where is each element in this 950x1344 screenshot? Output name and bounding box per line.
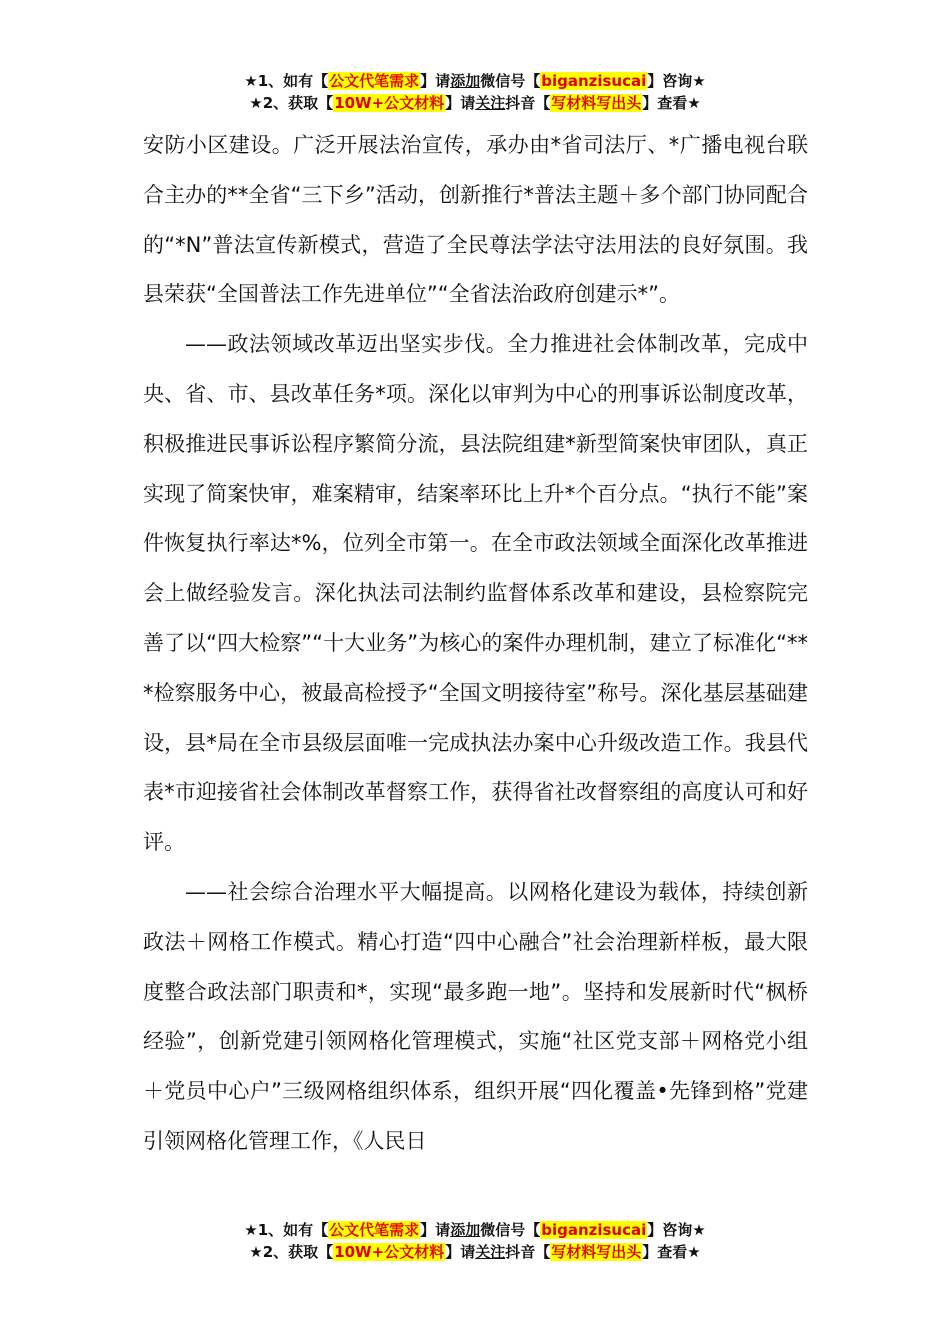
banner-underlined-text: 添加 — [450, 72, 481, 90]
banner-text: ★1、如有【 — [244, 72, 329, 90]
paragraph-2: ——政法领域改革迈出坚实步伐。全力推进社会体制改革，完成中央、省、市、县改革任务*项。深化以审判为中心的刑事诉讼制度改革，积极推进民事诉讼程序繁简分流，县法院组建*新型简案快审团队，真正实现了简案快审，难案精审，结案率环比上升*个百分点。“执行不能”案件恢复执行率达*%，位列全市第一。在全市政法领域全面深化改革推进会上做经验发言。深化执法司法制约监督体系改革和建设，县检察院完善了以“四大检察”“十大业务”为核心的案件办理机制，建立了标准化“***检察服务中心，被最高检授予“全国文明接待室”称号。深化基层基础建设，县*局在全市县级层面唯一完成执法办案中心升级改造工作。我县代表*市迎接省社会体制改革督察工作，获得省社改督察组的高度认可和好评。 — [143, 332, 808, 855]
footer-banner-line-2 — [0, 1241, 950, 1263]
paragraph-3: ——社会综合治理水平大幅提高。以网格化建设为载体，持续创新政法＋网格工作模式。精心打造“四中心融合”社会治理新样板，最大限度整合政法部门职责和*，实现“最多跑一地”。坚持和发展新时代“枫桥经验”，创新党建引领网格化管理模式，实施“社区党支部＋网格党小组＋党员中心户”三级网格组织体系，组织开展“四化覆盖•先锋到格”党建引领网格化管理工作，《人民日 — [143, 879, 808, 1153]
footer-banner-line-1 — [0, 1219, 950, 1241]
banner-text: 微信号【 — [480, 72, 541, 90]
banner-wechat-id: biganzisucai — [541, 72, 647, 90]
banner-wechat-id: biganzisucai — [541, 1221, 647, 1239]
banner-text: 】咨询★ — [647, 1221, 706, 1239]
paragraph-1: 安防小区建设。广泛开展法治宣传，承办由*省司法厅、*广播电视台联合主办的**全省“三下乡”活动，创新推行*普法主题＋多个部门协同配合的“*N”普法宣传新模式，营造了全民尊法学法守法用法的良好氛围。我县荣获“全国普法工作先进单位”“全省法治政府创建示*”。 — [143, 133, 808, 307]
banner-highlight: 公文代笔需求 — [329, 72, 420, 90]
banner-douyin-id: 写材料写出头 — [551, 94, 642, 112]
banner-highlight: 10W+公文材料 — [334, 1243, 445, 1261]
banner-underlined-text: 关注 — [475, 1243, 506, 1261]
banner-text: 】请 — [445, 94, 476, 112]
footer-banner — [0, 1219, 950, 1263]
document-body — [143, 121, 808, 1167]
banner-text: 微信号【 — [480, 1221, 541, 1239]
banner-douyin-id: 写材料写出头 — [551, 1243, 642, 1261]
banner-text: 】咨询★ — [647, 72, 706, 90]
banner-text: 抖音【 — [505, 94, 551, 112]
banner-highlight: 10W+公文材料 — [334, 94, 445, 112]
banner-underlined-text: 关注 — [475, 94, 506, 112]
header-banner-line-1 — [0, 70, 950, 92]
banner-text: ★1、如有【 — [244, 1221, 329, 1239]
banner-text: 】请 — [420, 1221, 451, 1239]
header-banner-line-2 — [0, 92, 950, 114]
banner-highlight: 公文代笔需求 — [329, 1221, 420, 1239]
banner-text: 】请 — [445, 1243, 476, 1261]
banner-text: 】查看★ — [642, 94, 701, 112]
banner-text: 】请 — [420, 72, 451, 90]
banner-text: 】查看★ — [642, 1243, 701, 1261]
banner-text: ★2、获取【 — [249, 94, 334, 112]
banner-underlined-text: 添加 — [450, 1221, 481, 1239]
banner-text: ★2、获取【 — [249, 1243, 334, 1261]
banner-text: 抖音【 — [505, 1243, 551, 1261]
header-banner — [0, 70, 950, 114]
